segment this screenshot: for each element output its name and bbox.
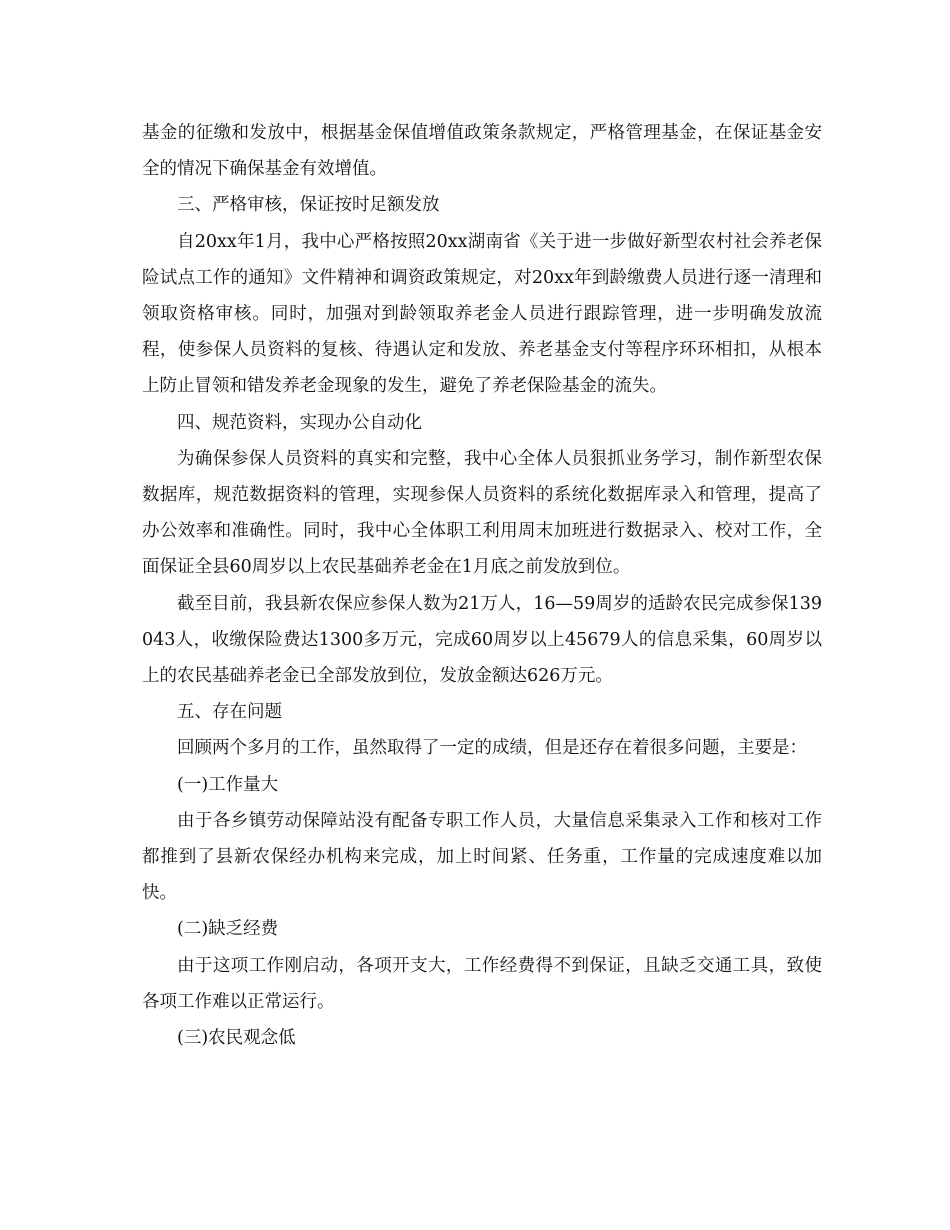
- paragraph-problems-intro: 回顾两个多月的工作，虽然取得了一定的成绩，但是还存在着很多问题，主要是：: [177, 738, 807, 759]
- section-heading-3: 三、严格审核，保证按时足额发放: [177, 195, 440, 216]
- paragraph-workload: 由于各乡镇劳动保障站没有配备专职工作人员，大量信息采集录入工作和核对工作都推到了县新农保经办机构来完成，加上时间紧、任务重，工作量的完成速度难以加快。: [142, 810, 822, 904]
- subheading-funding: (二)缺乏经费: [177, 919, 279, 940]
- paragraph-audit: 自20xx年1月，我中心严格按照20xx湖南省《关于进一步做好新型农村社会养老保险试点工作的通知》文件精神和调资政策规定，对20xx年到龄缴费人员进行逐一清理和领取资格审核。同时，加强对到龄领取养老金人员进行跟踪管理，进一步明确发放流程，使参保人员资料的复核、待遇认定和发放、养老基金支付等程序环环相扣，从根本上防止冒领和错发养老金现象的发生，避免了养老保险基金的流失。: [142, 231, 822, 397]
- section-heading-5: 五、存在问题: [177, 702, 282, 723]
- paragraph-funding: 由于这项工作刚启动，各项开支大，工作经费得不到保证，且缺乏交通工具，致使各项工作难以正常运行。: [142, 955, 822, 1012]
- paragraph-database: 为确保参保人员资料的真实和完整，我中心全体人员狠抓业务学习，制作新型农保数据库，规范数据资料的管理，实现参保人员资料的系统化数据库录入和管理，提高了办公效率和准确性。同时，我中心全体职工利用周末加班进行数据录入、校对工作，全面保证全县60周岁以上农民基础养老金在1月底之前发放到位。: [142, 448, 822, 578]
- section-heading-4: 四、规范资料，实现办公自动化: [177, 412, 422, 433]
- subheading-workload: (一)工作量大: [177, 774, 279, 795]
- paragraph-fund-management: 基金的征缴和发放中，根据基金保值增值政策条款规定，严格管理基金，在保证基金安全的情况下确保基金有效增值。: [142, 123, 822, 180]
- paragraph-statistics: 截至目前，我县新农保应参保人数为21万人，16—59周岁的适龄农民完成参保139043人，收缴保险费达1300多万元，完成60周岁以上45679人的信息采集，60周岁以上的农民基础养老金已全部发放到位，发放金额达626万元。: [142, 593, 822, 687]
- subheading-awareness: (三)农民观念低: [177, 1028, 296, 1049]
- document-body: [142, 115, 822, 1056]
